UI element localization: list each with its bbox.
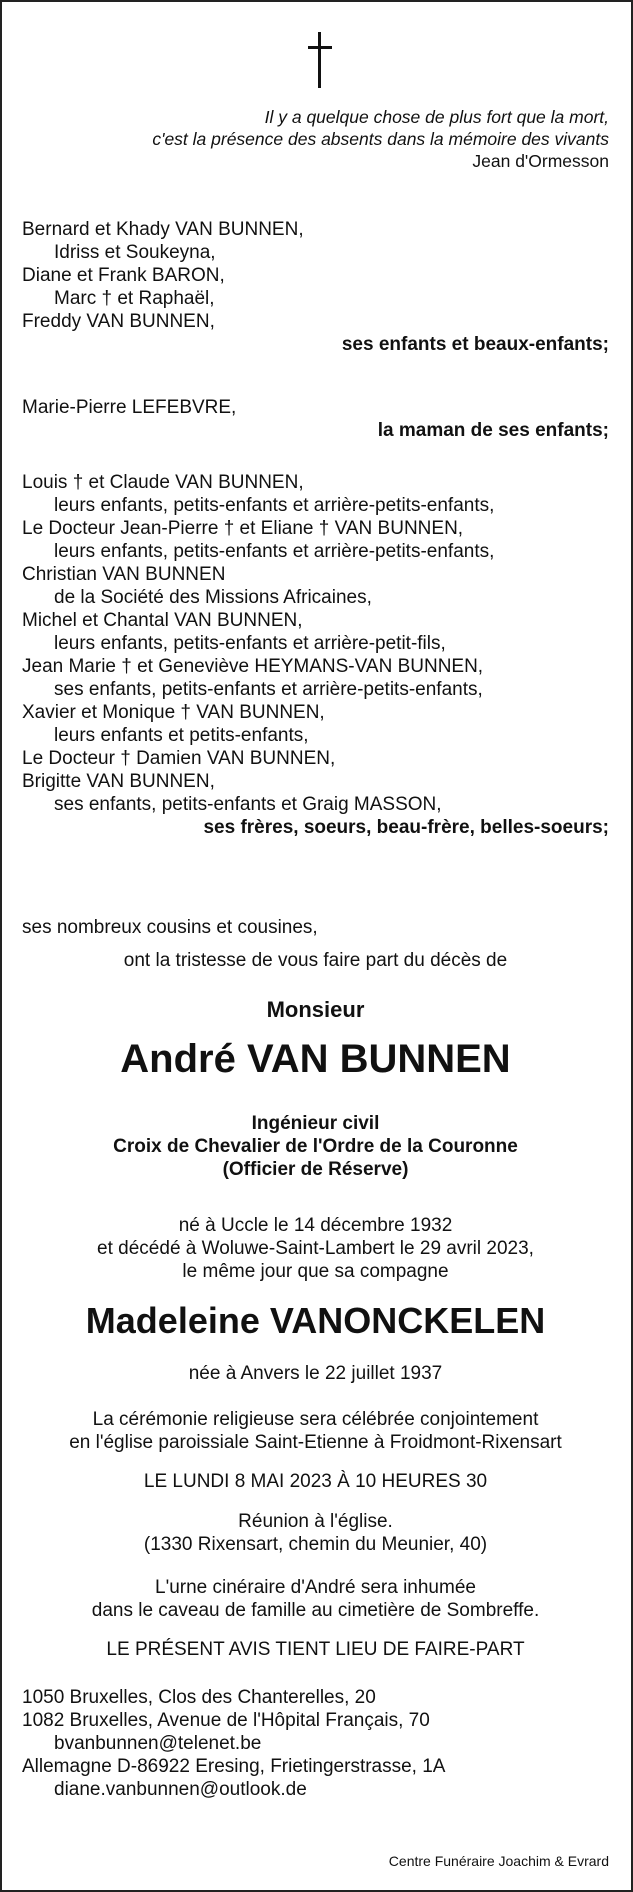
family-line: Marie-Pierre LEFEBVRE, bbox=[22, 397, 237, 418]
family-line: Freddy VAN BUNNEN, bbox=[22, 311, 215, 332]
ceremony-line: en l'église paroissiale Saint-Etienne à Froidmont-Rixensart bbox=[69, 1432, 562, 1453]
cousins-line: ses nombreux cousins et cousines, bbox=[22, 917, 318, 938]
family-line: Bernard et Khady VAN BUNNEN, bbox=[22, 219, 304, 240]
family-line: Le Docteur Jean-Pierre † et Eliane † VAN BUNNEN, bbox=[22, 518, 464, 539]
dates-block bbox=[22, 1214, 609, 1283]
family-line: ses enfants, petits-enfants et arrière-petits-enfants, bbox=[54, 679, 483, 700]
relation-label: la maman de ses enfants; bbox=[377, 420, 609, 441]
relation-label: ses frères, soeurs, beau-frère, belles-soeurs; bbox=[203, 817, 609, 838]
family-line: Jean Marie † et Geneviève HEYMANS-VAN BUNNEN, bbox=[22, 656, 484, 677]
urn-line: L'urne cinéraire d'André sera inhumée bbox=[155, 1577, 476, 1598]
family-line: de la Société des Missions Africaines, bbox=[54, 587, 372, 608]
family-line: Michel et Chantal VAN BUNNEN, bbox=[22, 610, 303, 631]
honors-block bbox=[22, 1112, 609, 1181]
birth-line: né à Uccle le 14 décembre 1932 bbox=[178, 1215, 453, 1236]
family-line: Brigitte VAN BUNNEN, bbox=[22, 771, 215, 792]
addresses-block bbox=[22, 1686, 609, 1801]
deceased-title: Monsieur bbox=[266, 997, 365, 1022]
urn-line: dans le caveau de famille au cimetière de Sombreffe. bbox=[91, 1600, 540, 1621]
address-line: 1050 Bruxelles, Clos des Chanterelles, 20 bbox=[22, 1687, 376, 1708]
family-line: Marc † et Raphaël, bbox=[54, 288, 215, 309]
address-line: Allemagne D-86922 Eresing, Frietingerstrasse, 1A bbox=[22, 1756, 446, 1777]
quote-line-1: Il y a quelque chose de plus fort que la mort, bbox=[264, 107, 609, 127]
email-link[interactable]: diane.vanbunnen@outlook.de bbox=[54, 1779, 307, 1800]
family-line: Louis † et Claude VAN BUNNEN, bbox=[22, 472, 304, 493]
quote-block bbox=[152, 106, 609, 172]
family-line: Diane et Frank BARON, bbox=[22, 265, 225, 286]
companion-intro: le même jour que sa compagne bbox=[182, 1261, 449, 1282]
quote-line-2: c'est la présence des absents dans la mémoire des vivants bbox=[152, 129, 609, 149]
announcement-line: ont la tristesse de vous faire part du décès de bbox=[123, 950, 508, 971]
funeral-home-credit: Centre Funéraire Joachim & Evrard bbox=[388, 1853, 609, 1869]
notice-line: LE PRÉSENT AVIS TIENT LIEU DE FAIRE-PART bbox=[106, 1639, 525, 1660]
companion-name: Madeleine VANONCKELEN bbox=[85, 1300, 546, 1341]
cross-icon bbox=[308, 32, 332, 88]
quote-author: Jean d'Ormesson bbox=[472, 151, 609, 171]
relation-label: ses enfants et beaux-enfants; bbox=[341, 334, 609, 355]
email-link[interactable]: bvanbunnen@telenet.be bbox=[54, 1733, 262, 1754]
family-line: Le Docteur † Damien VAN BUNNEN, bbox=[22, 748, 336, 769]
family-line: leurs enfants, petits-enfants et arrière-petits-enfants, bbox=[54, 495, 495, 516]
meeting-line: (1330 Rixensart, chemin du Meunier, 40) bbox=[143, 1534, 488, 1555]
children-block bbox=[22, 218, 609, 356]
deceased-name: André VAN BUNNEN bbox=[120, 1037, 511, 1081]
family-line: Idriss et Soukeyna, bbox=[54, 242, 216, 263]
ceremony-line: La cérémonie religieuse sera célébrée conjointement bbox=[92, 1409, 539, 1430]
family-line: ses enfants, petits-enfants et Graig MASSON, bbox=[54, 794, 442, 815]
ceremony-date: LE LUNDI 8 MAI 2023 À 10 HEURES 30 bbox=[143, 1471, 488, 1492]
family-line: leurs enfants, petits-enfants et arrière-petits-enfants, bbox=[54, 541, 495, 562]
meeting-line: Réunion à l'église. bbox=[238, 1511, 393, 1532]
honor-line: Ingénieur civil bbox=[251, 1113, 380, 1134]
family-line: Xavier et Monique † VAN BUNNEN, bbox=[22, 702, 325, 723]
companion-birth: née à Anvers le 22 juillet 1937 bbox=[188, 1363, 443, 1384]
siblings-block bbox=[22, 471, 609, 839]
death-line: et décédé à Woluwe-Saint-Lambert le 29 avril 2023, bbox=[97, 1238, 534, 1259]
honor-line: Croix de Chevalier de l'Ordre de la Couronne bbox=[113, 1136, 518, 1157]
honor-line: (Officier de Réserve) bbox=[222, 1159, 409, 1180]
family-line: leurs enfants, petits-enfants et arrière-petit-fils, bbox=[54, 633, 446, 654]
mother-block bbox=[22, 396, 609, 442]
family-line: leurs enfants et petits-enfants, bbox=[54, 725, 309, 746]
address-line: 1082 Bruxelles, Avenue de l'Hôpital Français, 70 bbox=[22, 1710, 430, 1731]
urn-block bbox=[22, 1576, 609, 1622]
family-line: Christian VAN BUNNEN bbox=[22, 564, 226, 585]
meeting-block bbox=[22, 1510, 609, 1556]
ceremony-block bbox=[22, 1408, 609, 1454]
